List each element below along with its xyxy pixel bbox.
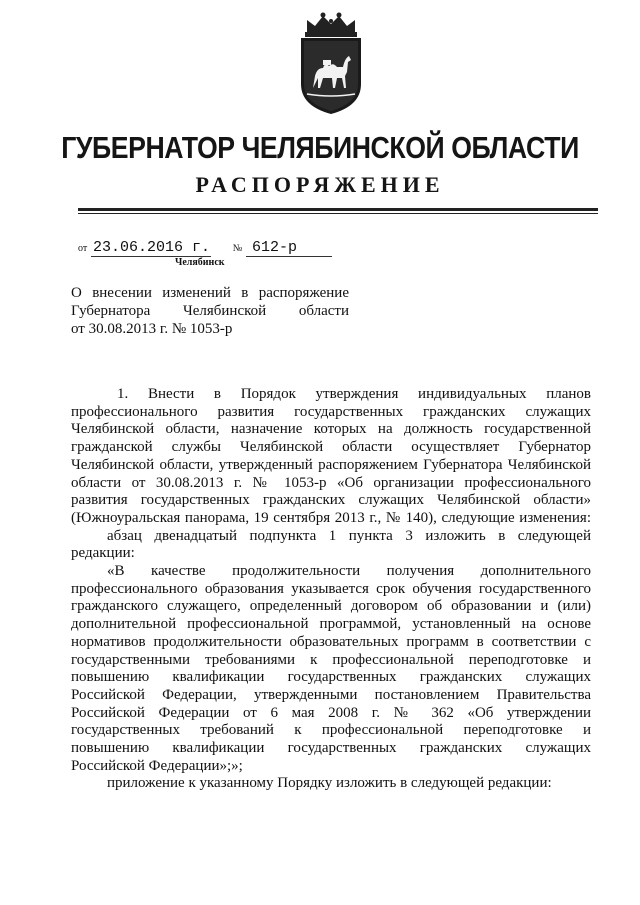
number-prefix: № — [232, 243, 243, 254]
body-line: «В качестве продолжительности получения дополнительного — [107, 563, 591, 580]
document-type: РАСПОРЯЖЕНИЕ — [195, 172, 445, 197]
subject-line-2: Губернатора Челябинской области — [71, 303, 349, 319]
body-line: нормативов продолжительности образовательных программ в соответствии с — [71, 633, 591, 650]
body-line: области от 30.08.2013 г. № 1053-р «Об организации профессионального — [71, 474, 591, 491]
body-line: приложение к указанному Порядку изложить в следующей редакции: — [107, 775, 552, 792]
body-line: абзац двенадцатый подпункта 1 пункта 3 изложить в следующей — [107, 527, 591, 544]
document-number: 612-р — [246, 239, 332, 257]
body-line: дополнительной профессиональной программой, установленный на основе — [71, 616, 591, 633]
date-prefix: от — [78, 243, 88, 254]
body-line: государственными требованиями к профессиональной переподготовке и — [71, 651, 591, 668]
header-rule-thin — [78, 213, 598, 214]
body-line: Челябинской области, назначение которых на должность государственной — [71, 421, 591, 438]
body-line: редакции: — [71, 545, 135, 562]
body-line: Российской Федерации от 6 мая 2008 г. № 362 «Об утверждении — [71, 704, 591, 721]
date-number-line — [78, 239, 332, 257]
city-label: Челябинск — [175, 257, 225, 268]
body-line: повышению квалификации государственных гражданских служащих — [71, 740, 591, 757]
body-line: профессионального развития государственных гражданских служащих — [71, 403, 591, 420]
body-line: Челябинской области, утвержденный распоряжением Губернатора Челябинской — [71, 456, 591, 473]
body-line: 1. Внести в Порядок утверждения индивидуальных планов — [117, 386, 591, 402]
subject-line-3: от 30.08.2013 г. № 1053-р — [71, 321, 233, 337]
document-subject — [71, 284, 349, 338]
subject-line-1: О внесении изменений в распоряжение — [71, 285, 349, 301]
coat-of-arms-emblem — [293, 10, 369, 116]
body-line: Российской Федерации, утвержденными постановлением Правительства — [71, 686, 591, 703]
body-line: государственных требований к профессиональной переподготовке и — [71, 722, 591, 739]
body-line: Российской Федерации»;»; — [71, 757, 243, 774]
body-line: (Южноуральская панорама, 19 сентября 2013 г., № 140), следующие изменения: — [71, 509, 591, 526]
document-body — [71, 386, 591, 793]
body-line: гражданского служащего, определенный договором об образовании и (или) — [71, 598, 591, 615]
body-line: гражданской службы Челябинской области осуществляет Губернатор — [71, 439, 591, 456]
header-rule-thick — [78, 208, 598, 211]
issuer-title: ГУБЕРНАТОР ЧЕЛЯБИНСКОЙ ОБЛАСТИ — [61, 130, 579, 165]
body-line: развития государственных гражданских служащих Челябинской области» — [71, 492, 591, 509]
body-line: профессионального образования указывается срок обучения государственного — [71, 580, 591, 597]
body-line: повышению квалификации государственных гражданских служащих — [71, 669, 591, 686]
document-date: 23.06.2016 г. — [93, 239, 211, 256]
